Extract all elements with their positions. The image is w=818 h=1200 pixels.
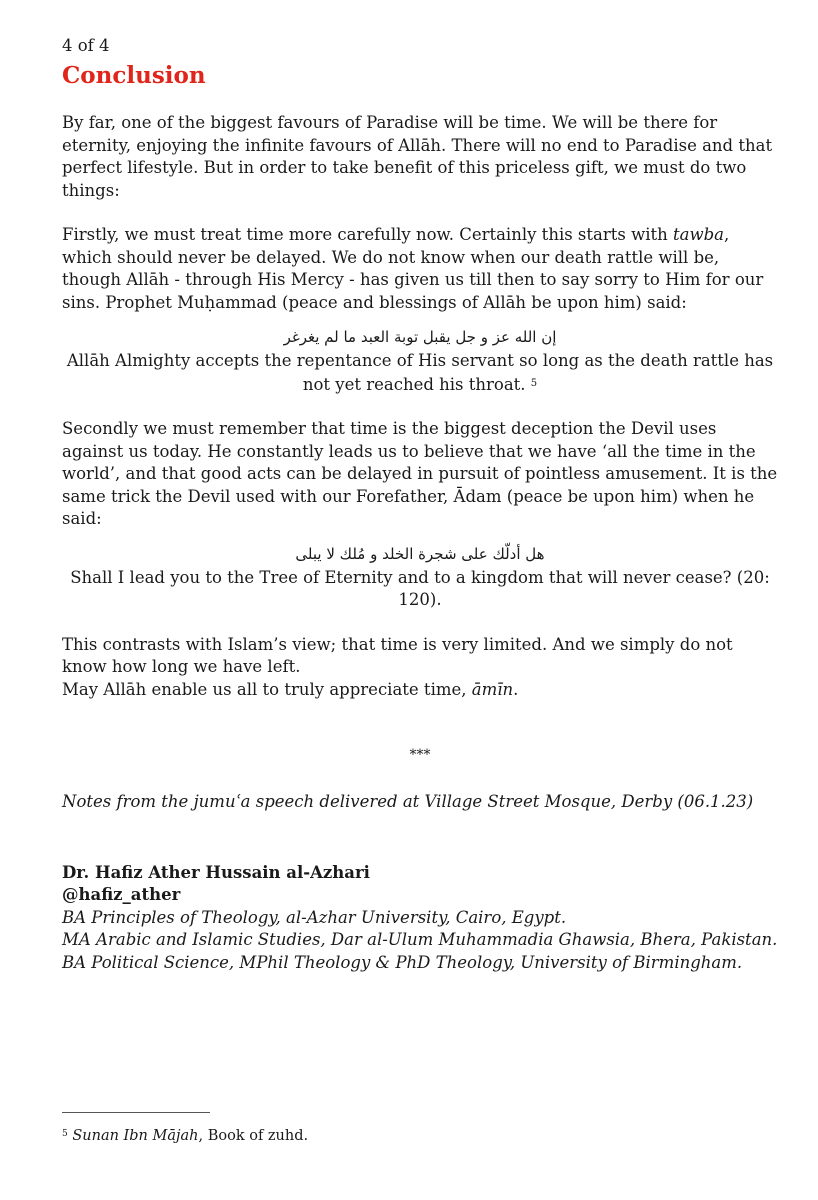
author-credential: BA Principles of Theology, al-Azhar University, Cairo, Egypt. — [62, 907, 567, 927]
author-name: Dr. Hafiz Ather Hussain al-Azhari — [62, 862, 370, 882]
section-title: Conclusion — [62, 62, 206, 89]
first-point-text-end: , which should never be delayed. We do not know when our death rattle will be, though Allāh - through His Mercy - has given us till then to say sorry to Him for our sins. Prophet Muḥammad (peace and blessings of Allāh be upon him) said: — [62, 225, 764, 312]
author-block — [62, 862, 778, 975]
footnote-number: 5 — [62, 1129, 68, 1139]
first-point-paragraph — [62, 224, 778, 314]
tawba-term: tawba — [673, 225, 724, 244]
document-page — [62, 36, 778, 974]
author-handle: @hafiz_ather — [62, 885, 181, 904]
footnote — [62, 1124, 308, 1146]
footnote-source: Sunan Ibn Mājah — [72, 1128, 199, 1144]
second-point-paragraph: Secondly we must remember that time is the biggest deception the Devil uses against us today. He constantly leads us to believe that we have ‘all the time in the world’, and that good acts can be delayed in pursuit of pointless amusement. It is the same trick the Devil used with our Forefather, Ādam (peace be upon him) when he said: — [62, 419, 778, 528]
footnote-text: , Book of zuhd. — [198, 1128, 309, 1144]
page-number: 4 of 4 — [62, 36, 110, 55]
quran-arabic: هل أدلّك على شجرة الخلد و مُلك لا يبلى — [295, 544, 545, 563]
hadith-arabic: إن الله عز و جل يقبل توبة العبد ما لم يغرغر — [283, 328, 557, 346]
speech-notes: Notes from the jumuʿa speech delivered at Village Street Mosque, Derby (06.1.23) — [62, 792, 754, 811]
hadith-translation — [62, 350, 778, 396]
author-credential: BA Political Science, MPhil Theology & PhD Theology, University of Birmingham. — [62, 952, 743, 972]
closing-prayer — [62, 679, 778, 702]
first-point-text-start: Firstly, we must treat time more carefully now. Certainly this starts with — [62, 225, 673, 244]
quran-translation: Shall I lead you to the Tree of Eternity and to a kingdom that will never cease? (20: 120). — [70, 567, 770, 609]
closing-prayer-end: . — [513, 679, 519, 699]
hadith-translation-text: Allāh Almighty accepts the repentance of His servant so long as the death rattle has not yet reached his throat. — [66, 351, 774, 394]
closing-paragraph: This contrasts with Islam’s view; that time is very limited. And we simply do not know how long we have left. — [62, 634, 733, 676]
footnote-reference: 5 — [530, 377, 538, 389]
amin-term: āmīn — [471, 679, 514, 699]
intro-paragraph: By far, one of the biggest favours of Paradise will be time. We will be there for eternity, enjoying the infinite favours of Allāh. There will no end to Paradise and that perfect lifestyle. But in order to take benefit of this priceless gift, we must do two things: — [62, 113, 773, 200]
footnote-divider — [62, 1112, 210, 1113]
closing-prayer-text: May Allāh enable us all to truly appreciate time, — [62, 679, 472, 699]
author-credential: MA Arabic and Islamic Studies, Dar al-Ulum Muhammadia Ghawsia, Bhera, Pakistan. — [62, 930, 778, 949]
section-separator: *** — [409, 747, 431, 763]
